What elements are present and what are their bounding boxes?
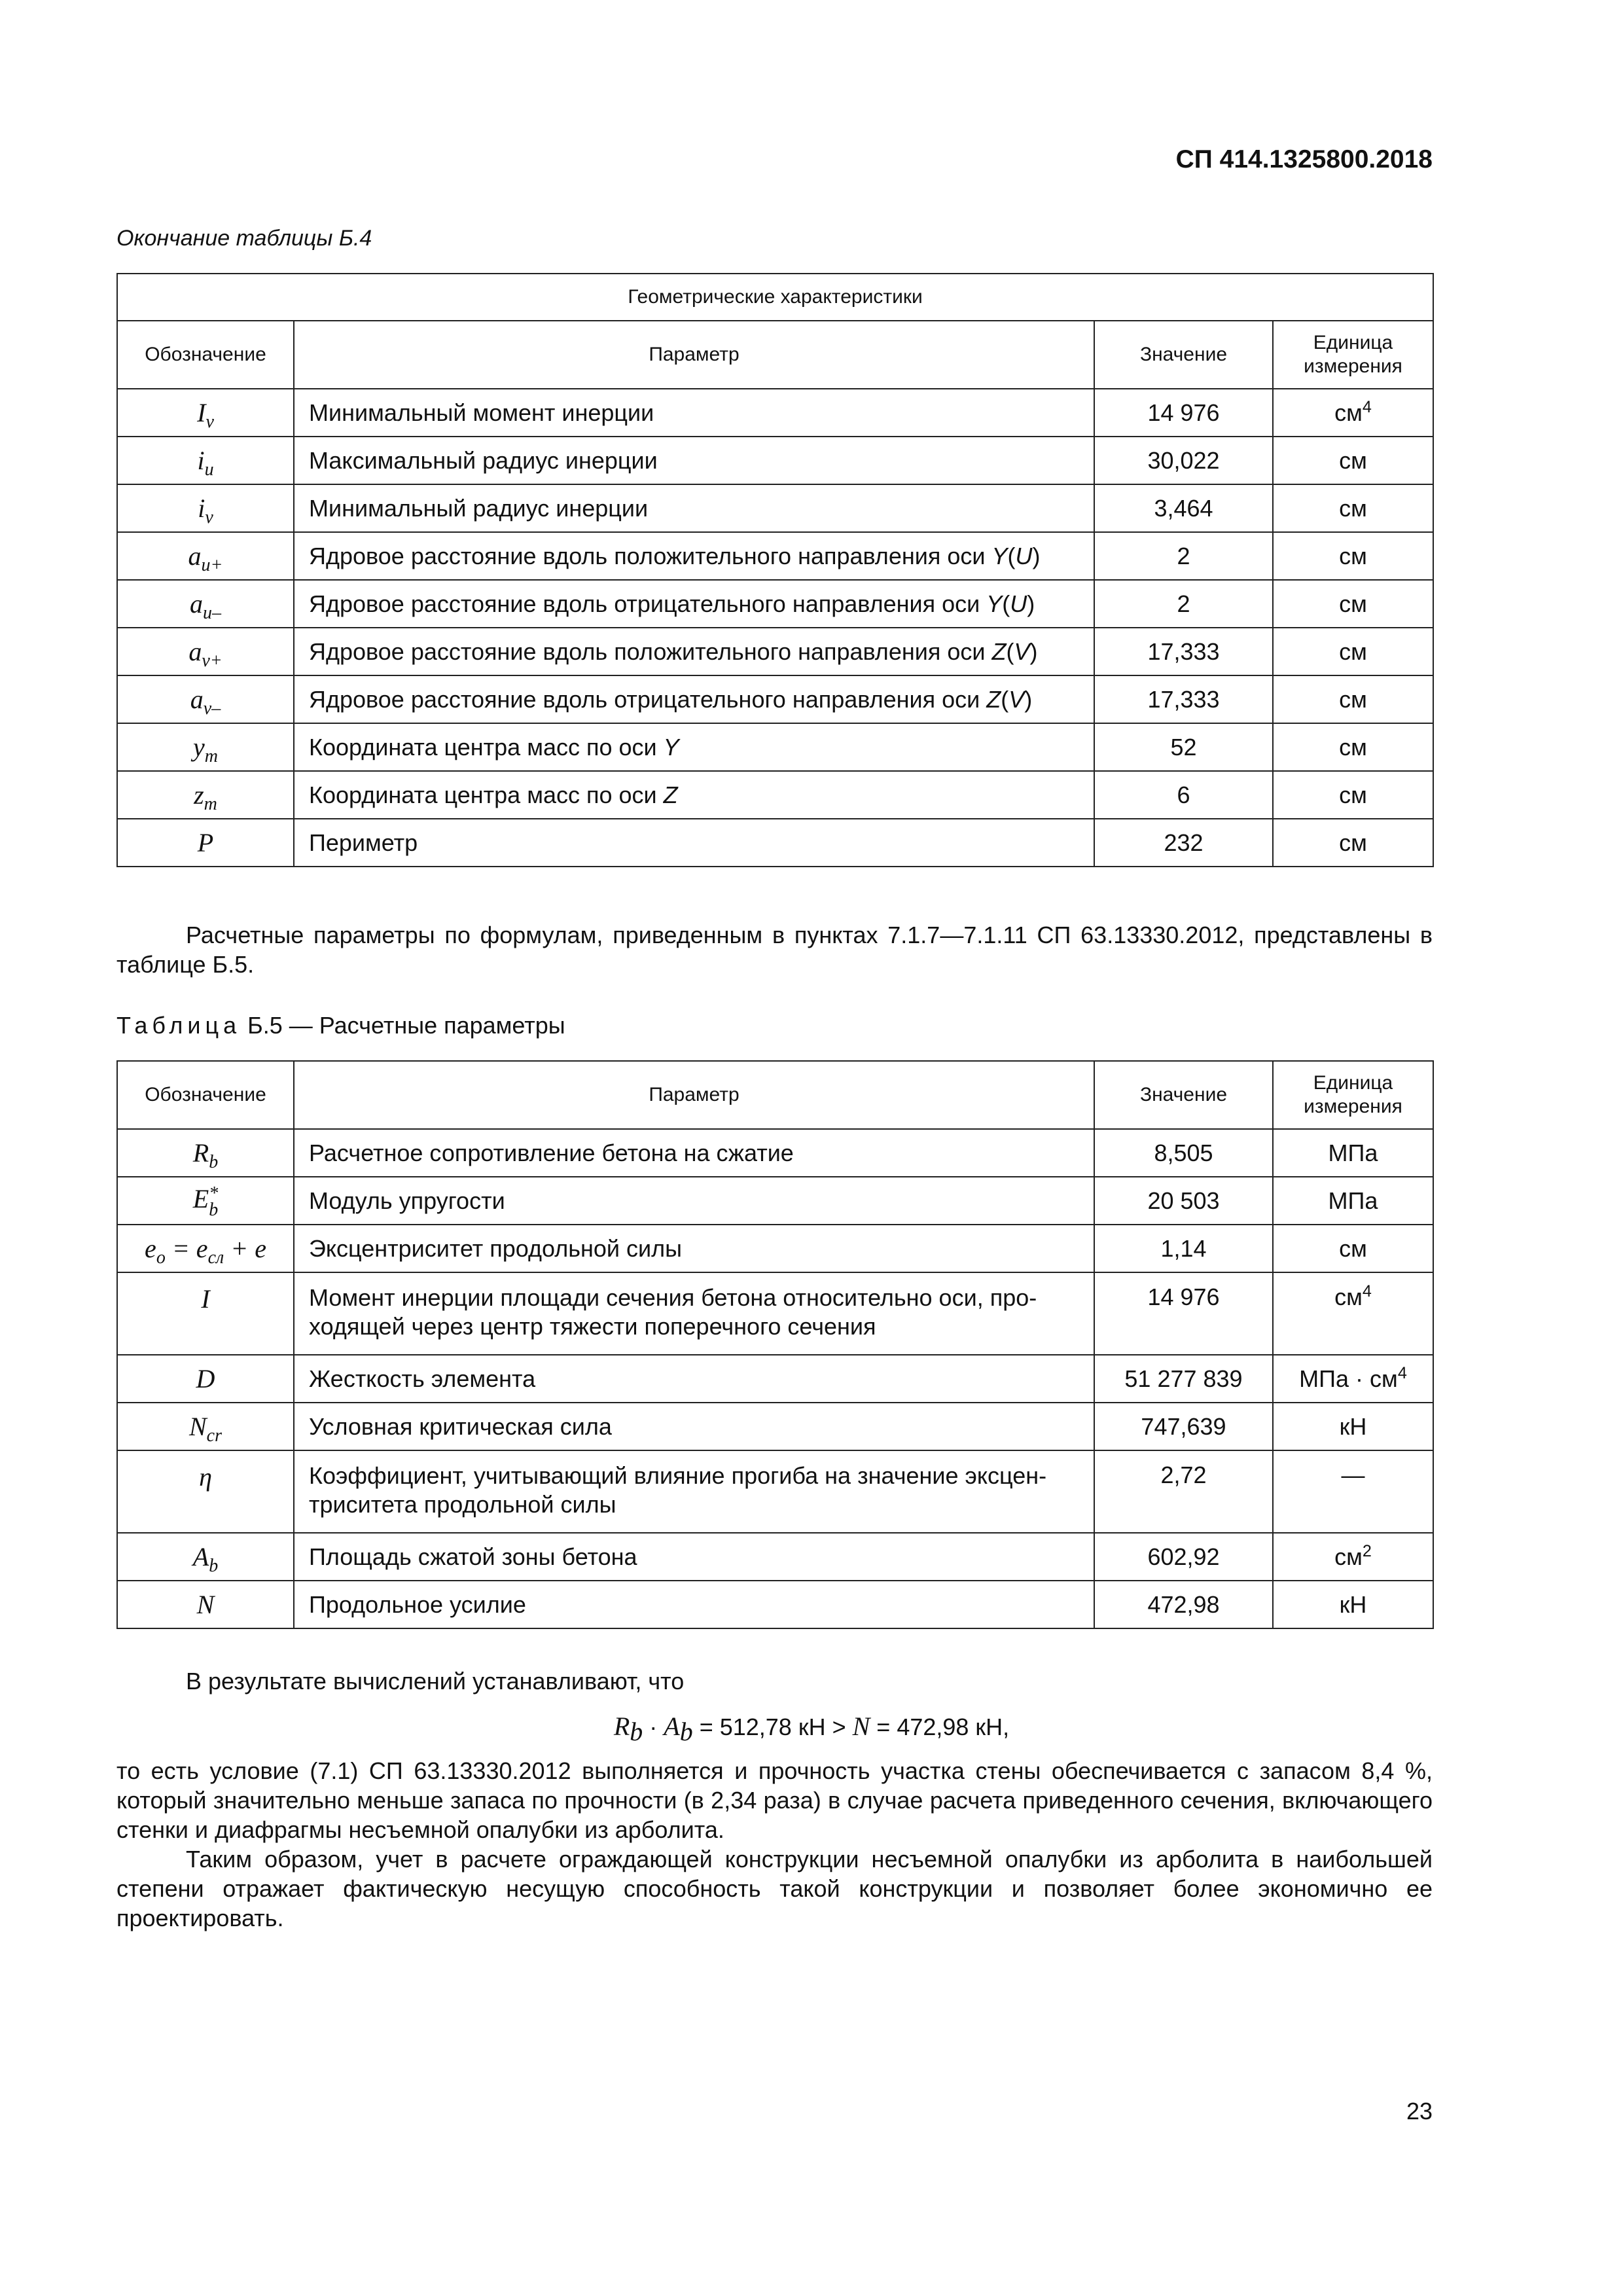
table-row <box>117 1355 1433 1403</box>
unit-text: см <box>1334 399 1363 426</box>
value-cell: 14 976 <box>1094 1272 1273 1355</box>
symbol: i <box>197 446 205 475</box>
unit-text: кН <box>1339 1412 1367 1440</box>
parameter-text: Расчетное сопротивление бетона на сжатие <box>309 1139 794 1166</box>
symbol: A <box>192 1542 209 1571</box>
value-cell: 6 <box>1094 771 1273 819</box>
unit-cell <box>1273 771 1433 819</box>
parameter-cell <box>294 771 1094 819</box>
unit-text: см <box>1339 494 1367 522</box>
unit-text: см <box>1339 1234 1367 1262</box>
paragraph-3: то есть условие (7.1) СП 63.13330.2012 выполняется и прочность участка стены обеспечивается с запасом 8,4 %, который значительно меньше запаса по прочности (в 2,34 раза) в случае расчета приведенного сечения, включающего стенки и диафрагмы несъемной опалубки из арболита. <box>116 1757 1433 1843</box>
unit-text: см <box>1339 542 1367 569</box>
symbol-sub: b <box>209 1199 219 1220</box>
unit-cell <box>1273 1177 1433 1225</box>
paragraph-1: Расчетные параметры по формулам, приведенным в пунктах 7.1.7—7.1.11 СП 63.13330.2012, представлены в таблице Б.5. <box>116 922 1433 978</box>
unit-cell <box>1273 580 1433 628</box>
table-b4 <box>116 273 1434 867</box>
parameter-text: Периметр <box>309 829 418 856</box>
value-cell: 14 976 <box>1094 389 1273 437</box>
parameter-cell <box>294 1355 1094 1403</box>
parameter-text: Ядровое расстояние вдоль отрицательного направления оси <box>309 590 987 617</box>
axis-name: Z <box>663 781 678 808</box>
value-cell: 232 <box>1094 819 1273 867</box>
unit-cell <box>1273 1129 1433 1177</box>
paragraph-2: В результате вычислений устанавливают, что <box>186 1668 685 1695</box>
symbol: η <box>199 1462 212 1492</box>
symbol: P <box>197 828 214 857</box>
table-row <box>117 1177 1433 1225</box>
col-value: Значение <box>1094 321 1273 389</box>
symbol: a <box>188 541 202 571</box>
col-parameter: Параметр <box>294 1061 1094 1129</box>
parameter-cell <box>294 1225 1094 1272</box>
value-cell: 8,505 <box>1094 1129 1273 1177</box>
symbol-cell <box>117 532 294 580</box>
unit-cell <box>1273 1225 1433 1272</box>
symbol-cell <box>117 723 294 771</box>
table-row <box>117 389 1433 437</box>
unit-cell <box>1273 389 1433 437</box>
unit-cell <box>1273 1403 1433 1450</box>
table-row <box>117 628 1433 675</box>
symbol-sub: b <box>209 1556 219 1576</box>
unit-cell <box>1273 1581 1433 1628</box>
unit-cell <box>1273 1272 1433 1355</box>
parameter-text: Продольное усилие <box>309 1590 526 1618</box>
value-cell: 2 <box>1094 580 1273 628</box>
table-row <box>117 819 1433 867</box>
parameter-cell <box>294 1403 1094 1450</box>
unit-text: см <box>1339 829 1367 856</box>
parameter-text: Эксцентриситет продольной силы <box>309 1234 683 1262</box>
table-row <box>117 1225 1433 1272</box>
symbol: E <box>192 1183 209 1213</box>
parameter-cell <box>294 389 1094 437</box>
unit-text: МПа <box>1328 1139 1378 1166</box>
symbol-cell <box>117 1450 294 1533</box>
table-row <box>117 1129 1433 1177</box>
table-title: Геометрические характеристики <box>117 274 1433 321</box>
unit-cell <box>1273 532 1433 580</box>
parameter-cell <box>294 819 1094 867</box>
axis-name: U <box>1015 542 1033 569</box>
table-row <box>117 1403 1433 1450</box>
symbol: I <box>201 1284 210 1314</box>
parameter-cell: Ядровое расстояние вдоль отрицательного направления оси Z(V) <box>294 675 1094 723</box>
unit-cell <box>1273 437 1433 484</box>
unit-cell <box>1273 1450 1433 1533</box>
axis-name: V <box>1014 637 1030 665</box>
unit-text: кН <box>1339 1590 1367 1618</box>
table-row <box>117 580 1433 628</box>
page-number: 23 <box>1406 2098 1433 2125</box>
symbol-cell <box>117 819 294 867</box>
parameter-cell: Ядровое расстояние вдоль положительного направления оси Y(U) <box>294 532 1094 580</box>
unit-cell <box>1273 484 1433 532</box>
parameter-text: Координата центра масс по оси <box>309 781 664 808</box>
unit-cell <box>1273 819 1433 867</box>
unit-sup: 4 <box>1397 1363 1407 1382</box>
unit-sup: 4 <box>1362 397 1372 416</box>
symbol-sup: * <box>209 1183 219 1204</box>
table-row <box>117 1450 1433 1533</box>
unit-text: см <box>1339 590 1367 617</box>
unit-cell <box>1273 1355 1433 1403</box>
parameter-text: Максимальный радиус инерции <box>309 446 658 474</box>
unit-cell <box>1273 1533 1433 1581</box>
symbol-cell <box>117 1533 294 1581</box>
axis-name: V <box>1008 685 1025 713</box>
symbol-cell <box>117 1272 294 1355</box>
symbol: D <box>196 1364 215 1393</box>
table-continuation-label: Окончание таблицы Б.4 <box>116 226 372 251</box>
parameter-text: Модуль упругости <box>309 1187 505 1214</box>
symbol-cell <box>117 389 294 437</box>
symbol-sub: v <box>205 412 214 432</box>
symbol-sub: cr <box>206 1426 222 1446</box>
unit-text: см <box>1339 637 1367 665</box>
symbol: a <box>190 685 204 714</box>
parameter-text: Ядровое расстояние вдоль положительного направления оси <box>309 542 992 569</box>
col-unit: Единица измерения <box>1273 1061 1433 1129</box>
table-row <box>117 484 1433 532</box>
axis-name: U <box>1010 590 1027 617</box>
parameter-line: триситета продольной силы <box>309 1490 616 1518</box>
table-row <box>117 532 1433 580</box>
symbol: N <box>196 1590 215 1619</box>
parameter-text: Минимальный радиус инерции <box>309 494 649 522</box>
unit-text: см <box>1334 1543 1363 1570</box>
unit-text: — <box>1341 1462 1365 1488</box>
parameter-cell <box>294 723 1094 771</box>
symbol: y <box>193 732 205 762</box>
value-cell: 3,464 <box>1094 484 1273 532</box>
symbol-cell <box>117 1581 294 1628</box>
parameter-cell: Ядровое расстояние вдоль отрицательного направления оси Y(U) <box>294 580 1094 628</box>
symbol-sub: u– <box>203 603 221 623</box>
parameter-cell: Ядровое расстояние вдоль положительного направления оси Z(V) <box>294 628 1094 675</box>
symbol-sub: v+ <box>202 651 223 671</box>
parameter-cell <box>294 484 1094 532</box>
parameter-cell <box>294 1450 1094 1533</box>
unit-text: см <box>1334 1283 1363 1310</box>
table-row <box>117 1272 1433 1355</box>
value-cell: 30,022 <box>1094 437 1273 484</box>
table-row <box>117 1581 1433 1628</box>
unit-text: МПа · см <box>1299 1365 1398 1392</box>
col-symbol: Обозначение <box>117 1061 294 1129</box>
parameter-cell <box>294 437 1094 484</box>
formula: $R_b \cdot A_b = 512,78$ кН > N = 472,98 кН, <box>613 1712 1010 1747</box>
value-cell: 472,98 <box>1094 1581 1273 1628</box>
table-b5-caption: Таблица Б.5 — Расчетные параметры <box>116 1012 565 1039</box>
unit-text: см <box>1339 733 1367 761</box>
value-cell: 51 277 839 <box>1094 1355 1273 1403</box>
parameter-text: Минимальный момент инерции <box>309 399 654 426</box>
symbol-sub: v <box>205 507 213 528</box>
symbol-cell <box>117 771 294 819</box>
table-row <box>117 437 1433 484</box>
symbol: N <box>188 1412 207 1441</box>
value-cell: 20 503 <box>1094 1177 1273 1225</box>
symbol-cell: $e_o = e_{сл} + e$ <box>117 1225 294 1272</box>
symbol-cell <box>117 628 294 675</box>
parameter-text: Условная критическая сила <box>309 1412 612 1440</box>
symbol-cell <box>117 580 294 628</box>
standard-code: СП 414.1325800.2018 <box>1175 145 1433 173</box>
symbol: a <box>190 589 203 619</box>
value-cell: 747,639 <box>1094 1403 1273 1450</box>
symbol-sub: u+ <box>201 555 223 575</box>
parameter-cell <box>294 1129 1094 1177</box>
symbol-sub: b <box>209 1152 219 1172</box>
unit-text: МПа <box>1328 1187 1378 1214</box>
symbol-cell <box>117 1355 294 1403</box>
parameter-cell <box>294 1272 1094 1355</box>
symbol-sub: v– <box>203 698 221 719</box>
parameter-cell <box>294 1533 1094 1581</box>
symbol-sub: m <box>204 794 217 814</box>
symbol: i <box>198 493 205 523</box>
table-row <box>117 771 1433 819</box>
symbol-cell <box>117 1129 294 1177</box>
col-unit: Единица измерения <box>1273 321 1433 389</box>
unit-sup: 4 <box>1362 1282 1372 1300</box>
symbol-sub: u <box>204 459 214 480</box>
unit-text: см <box>1339 781 1367 808</box>
unit-cell <box>1273 723 1433 771</box>
symbol-cell <box>117 484 294 532</box>
parameter-text: Ядровое расстояние вдоль отрицательного направления оси <box>309 685 987 713</box>
symbol-cell <box>117 1177 294 1225</box>
symbol: z <box>194 780 204 810</box>
symbol: I <box>197 398 206 427</box>
unit-sup: 2 <box>1362 1541 1372 1560</box>
table-row <box>117 675 1433 723</box>
symbol: a <box>188 637 202 666</box>
parameter-line: Коэффициент, учитывающий влияние прогиба на значение эксцен- <box>309 1462 1047 1489</box>
paragraph-4: Таким образом, учет в расчете ограждающей конструкции несъемной опалубки из арболита в наибольшей степени отражает фактическую несущую способность такой конструкции и позволяет более экономично ее проектировать. <box>116 1846 1433 1931</box>
unit-cell <box>1273 675 1433 723</box>
value-cell: 2 <box>1094 532 1273 580</box>
axis-name: Y <box>986 590 1003 617</box>
unit-text: см <box>1339 446 1367 474</box>
axis-name: Y <box>663 733 679 761</box>
table-row <box>117 1533 1433 1581</box>
table-row <box>117 723 1433 771</box>
symbol-sub: m <box>204 746 218 766</box>
parameter-line: ходящей через центр тяжести поперечного сечения <box>309 1312 876 1340</box>
col-parameter: Параметр <box>294 321 1094 389</box>
table-b5 <box>116 1060 1434 1629</box>
value-cell: 17,333 <box>1094 628 1273 675</box>
symbol-cell <box>117 437 294 484</box>
value-cell: 2,72 <box>1094 1450 1273 1533</box>
unit-cell <box>1273 628 1433 675</box>
axis-name: Z <box>991 637 1007 665</box>
parameter-cell <box>294 1177 1094 1225</box>
symbol-cell <box>117 675 294 723</box>
parameter-cell <box>294 1581 1094 1628</box>
axis-name: Z <box>986 685 1001 713</box>
col-value: Значение <box>1094 1061 1273 1129</box>
unit-text: см <box>1339 685 1367 713</box>
axis-name: Y <box>991 542 1008 569</box>
symbol: R <box>192 1138 209 1168</box>
parameter-line: Момент инерции площади сечения бетона относительно оси, про- <box>309 1284 1037 1311</box>
parameter-text: Жесткость элемента <box>309 1365 536 1392</box>
col-symbol: Обозначение <box>117 321 294 389</box>
symbol-cell <box>117 1403 294 1450</box>
value-cell: 1,14 <box>1094 1225 1273 1272</box>
value-cell: 52 <box>1094 723 1273 771</box>
parameter-text: Площадь сжатой зоны бетона <box>309 1543 637 1570</box>
parameter-text: Ядровое расстояние вдоль положительного направления оси <box>309 637 992 665</box>
value-cell: 602,92 <box>1094 1533 1273 1581</box>
parameter-text: Координата центра масс по оси <box>309 733 664 761</box>
value-cell: 17,333 <box>1094 675 1273 723</box>
